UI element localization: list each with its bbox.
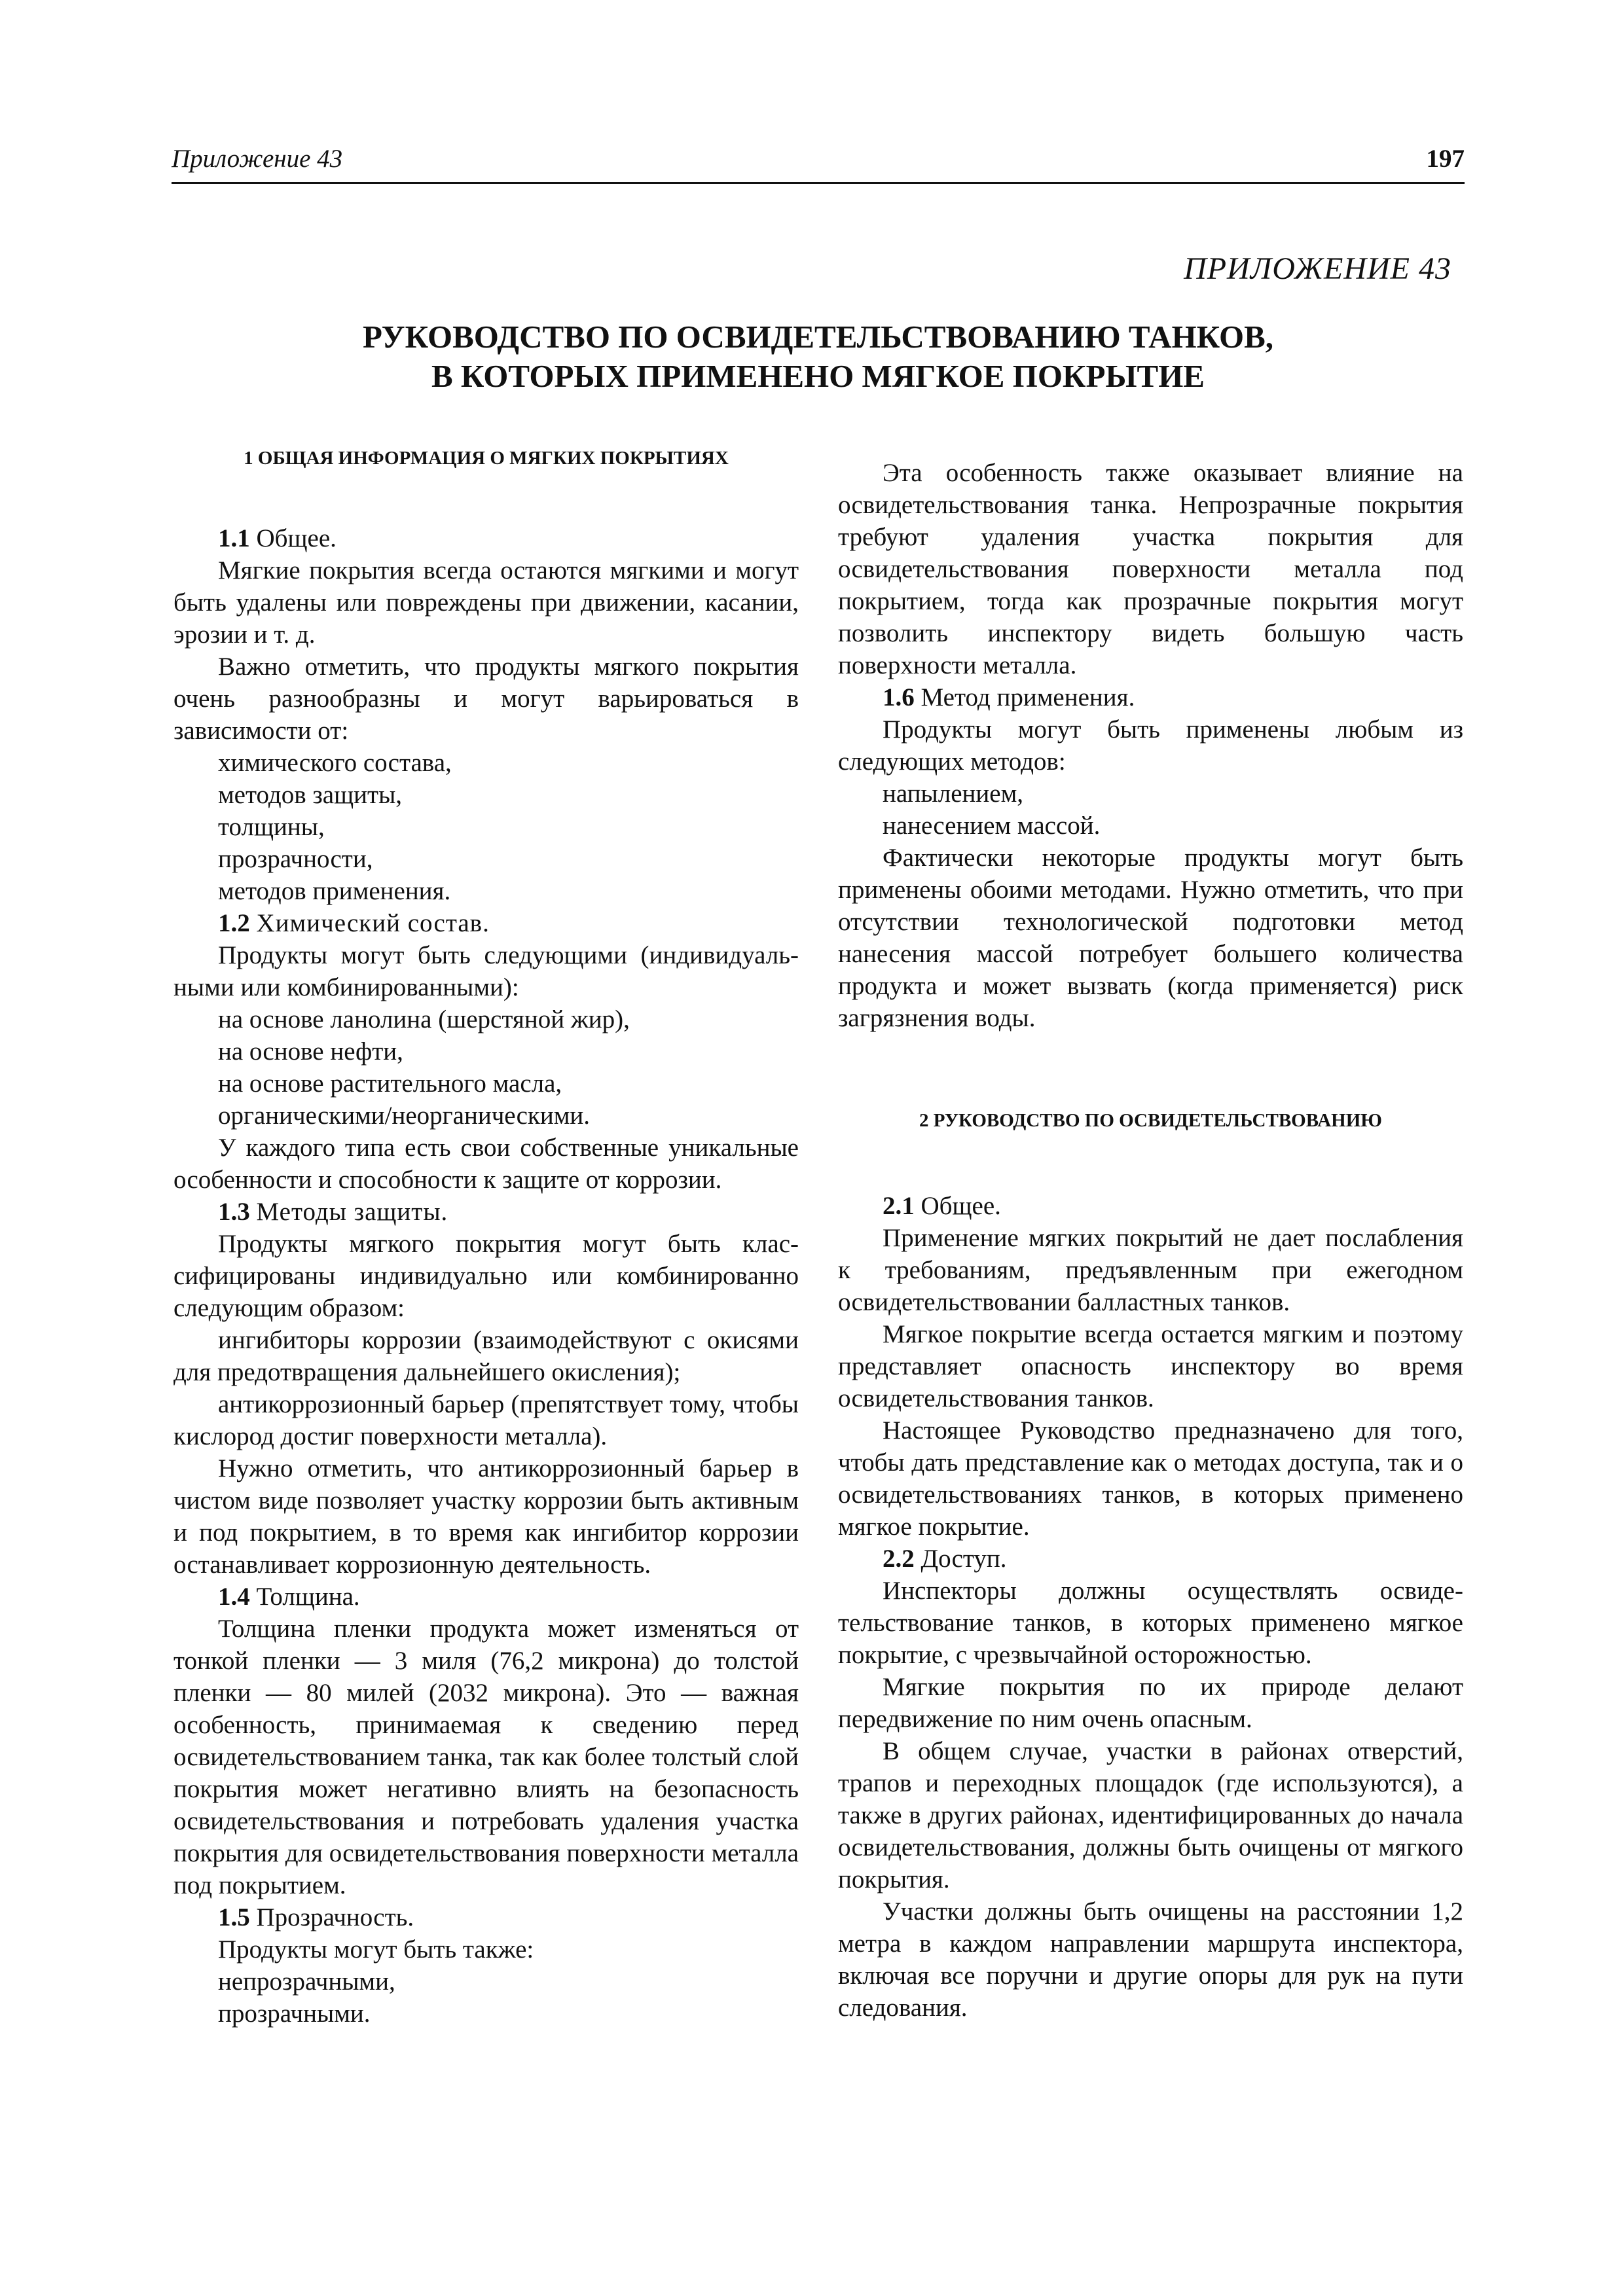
subsection-number: 2.2 [883,1545,915,1573]
subsection-title: Методы защиты. [256,1198,448,1226]
list-item: методов применения. [218,877,451,905]
subsection-number: 1.3 [218,1198,250,1226]
paragraph: Эта особенность также оказывает влияние на освидетельствования танка. Непрозрачные покрытия требуют удаления участка покрытия для освидетельствования поверхности металла под покрытием, тогда как прозрачные покрытия могут позволить инспектору видеть большую часть поверхности металла. [838,459,1463,679]
list-item: толщины, [218,813,325,841]
paragraph: У каждого типа есть свои собственные уникальные особенности и способности к защите от коррозии. [173,1134,799,1194]
subsection-1-3-heading [173,1196,799,1228]
list-item: на основе растительного масла, [218,1069,562,1098]
appendix-label: ПРИЛОЖЕНИЕ 43 [1184,251,1451,286]
subsection-number: 1.6 [883,683,915,711]
paragraph: Продукты могут быть применены любым из следующих методов: [838,715,1463,776]
subsection-number: 2.1 [883,1192,915,1220]
paragraph: Инспекторы должны осуществлять освидетельствование танков, в которых применено мягкое покрытие, с чрезвычайной осторожностью. [838,1577,1463,1669]
running-header-title: Приложение 43 [172,145,343,173]
list-item: методов защиты, [218,781,403,809]
subsection-number: 1.2 [218,909,250,937]
list-item: на основе нефти, [218,1037,403,1066]
section-1-heading: 1 ОБЩАЯ ИНФОРМАЦИЯ О МЯГКИХ ПОКРЫТИЯХ [244,448,729,469]
subsection-number: 1.4 [218,1583,250,1611]
running-header [172,143,1465,184]
paragraph: Настоящее Руководство предназначено для того, чтобы дать представление как о методах доступа, так и о освидетельствованиях танков, в которых применено мягкое покрытие. [838,1416,1463,1541]
list-item: на основе ланолина (шерстяной жир), [218,1005,630,1033]
subsection-1-1-heading [173,522,799,554]
subsection-title: Общее. [921,1192,1001,1220]
paragraph: В общем случае, участки в районах отверстий, трапов и переходных площадок (где используются), а также в других районах, идентифицированных до начала освидетельствования, должны быть очищены от мягкого покрытия. [838,1737,1463,1893]
paragraph: Продукты могут быть следующими (индивидуальными или комбинированными): [173,941,799,1001]
subsection-title: Прозрачность. [256,1903,414,1931]
subsection-title: Общее. [256,524,337,552]
paragraph: Нужно отметить, что антикоррозионный барьер в чистом виде позволяет участку коррозии быть активным и под покрытием, в то время как ингибитор коррозии останавливает коррозионную деятельность. [173,1454,799,1579]
subsection-title: Толщина. [256,1583,360,1611]
paragraph: Мягкое покрытие всегда остается мягким и поэтому представляет опасность инспектору во время освидетельствования танков. [838,1320,1463,1412]
paragraph: Продукты могут быть также: [218,1935,534,1964]
section-2-heading: 2 РУКОВОДСТВО ПО ОСВИДЕТЕЛЬСТВОВАНИЮ [919,1110,1382,1131]
list-item: непрозрачными, [218,1967,395,1996]
paragraph: Мягкие покрытия всегда остаются мягкими и могут быть удалены или повреждены при движении, касании, эрозии и т. д. [173,556,799,649]
list-item: органическими/неорганическими. [218,1102,591,1130]
document-title-line-2: В КОТОРЫХ ПРИМЕНЕНО МЯГКОЕ ПОКРЫТИЕ [431,358,1205,394]
page-number: 197 [1426,145,1465,173]
paragraph: Продукты мягкого покрытия могут быть классифицированы индивидуально или комбинированно следующим образом: [173,1230,799,1322]
subsection-1-5-heading [173,1901,799,1933]
document-title [172,317,1465,396]
subsection-1-6-heading [838,681,1463,713]
paragraph: Толщина пленки продукта может изменяться от тонкой пленки — 3 миля (76,2 микрона) до толстой пленки — 80 милей (2032 микрона). Это — важная особенность, принимаемая к сведению перед освидетельствованием танка, так как более толстый слой покрытия может негативно влиять на безопасность освидетельствования и потребовать удаления участка покрытия для освидетельствования поверхности металла под покрытием. [173,1615,799,1899]
subsection-2-1-heading [838,1190,1463,1222]
paragraph: антикоррозионный барьер (препятствует тому, чтобы кислород достиг поверхности металла). [173,1390,799,1450]
paragraph: Мягкие покрытия по их природе делают передвижение по ним очень опасным. [838,1673,1463,1733]
subsection-1-2-heading [173,907,799,939]
subsection-title: Метод применения. [921,683,1135,711]
right-column [838,445,1463,2024]
paragraph: Фактически некоторые продукты могут быть применены обоими методами. Нужно отметить, что при отсутствии технологической подготовки метод нанесения массой потребует большего количества продукта и может вызвать (когда применяется) риск загрязнения воды. [838,844,1463,1032]
list-item: напылением, [883,780,1023,808]
subsection-number: 1.5 [218,1903,250,1931]
subsection-title: Химический состав. [256,909,490,937]
document-title-line-1: РУКОВОДСТВО ПО ОСВИДЕТЕЛЬСТВОВАНИЮ ТАНКОВ, [362,319,1274,355]
list-item: химического состава, [218,749,452,777]
subsection-number: 1.1 [218,524,250,552]
paragraph: Участки должны быть очищены на расстоянии 1,2 метра в каждом направлении маршрута инспектора, включая все поручни и другие опоры для рук на пути следования. [838,1897,1463,2022]
paragraph: Важно отметить, что продукты мягкого покрытия очень разнообразны и могут варьироваться в зависимости от: [173,653,799,745]
subsection-2-2-heading [838,1543,1463,1575]
list-item: прозрачными. [218,2000,371,2028]
subsection-1-4-heading [173,1581,799,1613]
list-item: прозрачности, [218,845,373,873]
list-item: нанесением массой. [883,812,1101,840]
subsection-title: Доступ. [921,1545,1007,1573]
paragraph: ингибиторы коррозии (взаимодействуют с окисями для предотвращения дальнейшего окисления); [173,1326,799,1386]
paragraph: Применение мягких покрытий не дает послабления к требованиям, предъявленным при ежегодном освидетельствовании балластных танков. [838,1224,1463,1316]
left-column [173,445,799,2030]
